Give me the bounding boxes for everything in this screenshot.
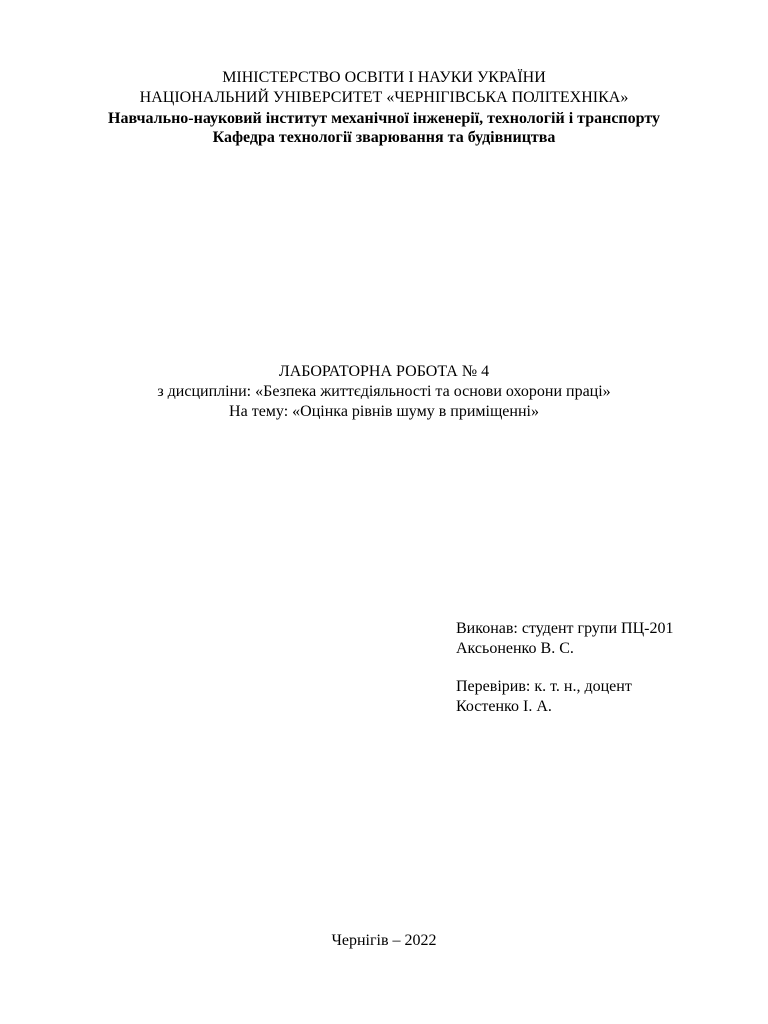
university-name: НАЦІОНАЛЬНИЙ УНІВЕРСИТЕТ «ЧЕРНІГІВСЬКА ПОЛІТЕХНІКА»	[139, 89, 629, 106]
checker-name: Костенко І. А.	[456, 698, 552, 715]
institute-name: Навчально-науковий інститут механічної інженерії, технологій і транспорту	[108, 110, 660, 127]
city-year: Чернігів – 2022	[331, 932, 437, 949]
discipline-line: з дисципліни: «Безпека життєдіяльності та основи охорони праці»	[157, 383, 611, 400]
ministry-name: МІНІСТЕРСТВО ОСВІТИ І НАУКИ УКРАЇНИ	[222, 69, 546, 86]
department-name: Кафедра технології зварювання та будівництва	[212, 129, 556, 146]
student-name: Аксьоненко В. С.	[456, 640, 574, 657]
checked-by: Перевірив: к. т. н., доцент	[456, 678, 632, 695]
topic-line: На тему: «Оцінка рівнів шуму в приміщенні»	[229, 403, 539, 420]
performed-by: Виконав: студент групи ПЦ-201	[456, 620, 674, 637]
work-title: ЛАБОРАТОРНА РОБОТА № 4	[278, 363, 490, 380]
